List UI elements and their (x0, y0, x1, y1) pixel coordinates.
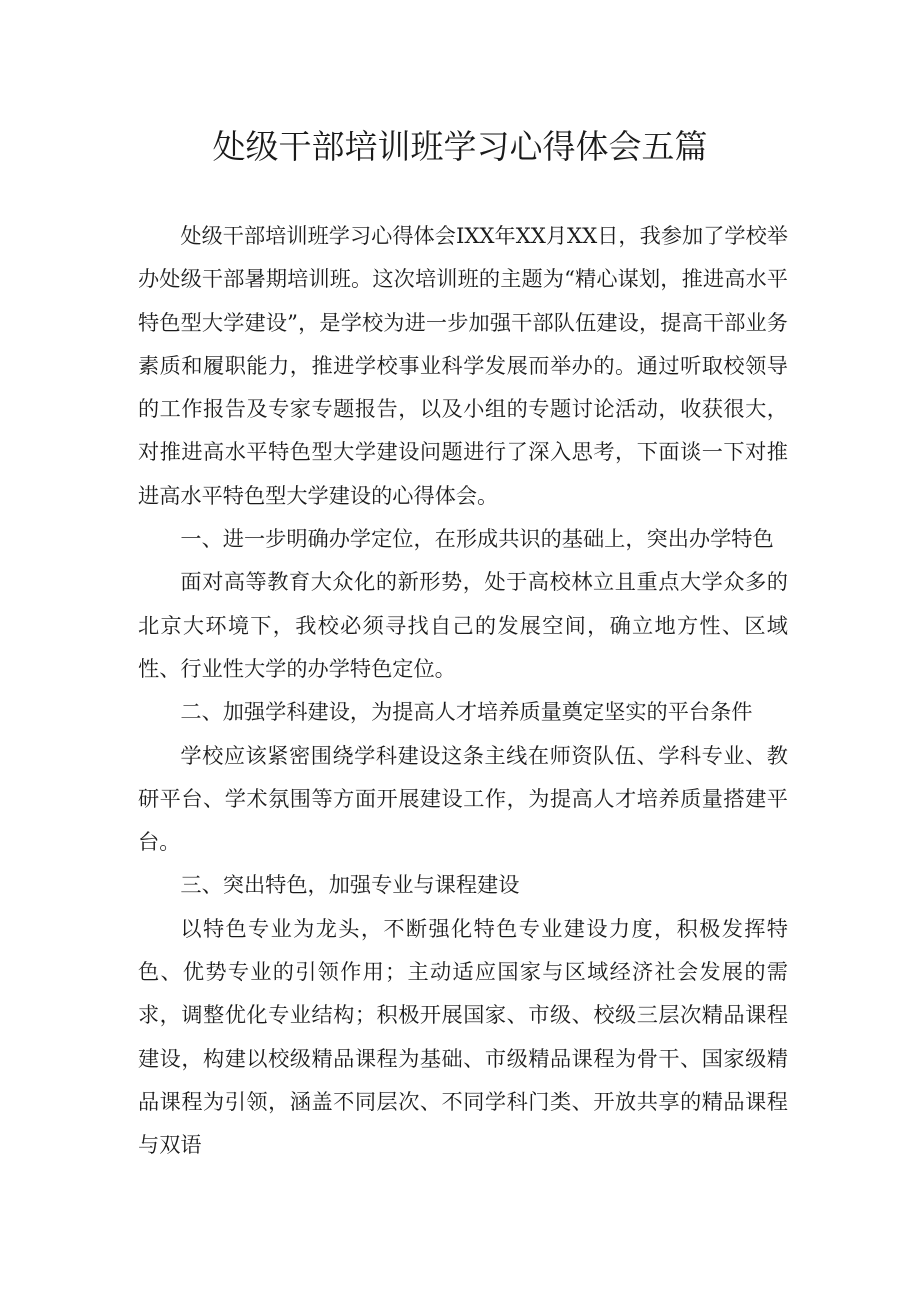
paragraph-section-1: 面对高等教育大众化的新形势，处于高校林立且重点大学众多的北京大环境下，我校必须寻找自己的发展空间，确立地方性、区域性、行业性大学的办学特色定位。 (138, 569, 788, 681)
paragraph-section-3: 以特色专业为龙头，不断强化特色专业建设力度，积极发挥特色、优势专业的引领作用；主动适应国家与区域经济社会发展的需求，调整优化专业结构；积极开展国家、市级、校级三层次精品课程建设，构建以校级精品课程为基础、市级精品课程为骨干、国家级精品课程为引领，涵盖不同层次、不同学科门类、开放共享的精品课程与双语 (138, 915, 788, 1158)
section-heading-1: 一、进一步明确办学定位，在形成共识的基础上，突出办学特色 (180, 526, 774, 552)
paragraph-section-2: 学校应该紧密围绕学科建设这条主线在师资队伍、学科专业、教研平台、学术氛围等方面开展建设工作，为提高人才培养质量搭建平台。 (138, 742, 788, 855)
document-title: 处级干部培训班学习心得体会五篇 (212, 127, 708, 166)
section-heading-2: 二、加强学科建设，为提高人才培养质量奠定坚实的平台条件 (180, 699, 753, 725)
paragraph-intro: 处级干部培训班学习心得体会IXX年XX月XX日，我参加了学校举办处级干部暑期培训班。这次培训班的主题为“精心谋划，推进高水平特色型大学建设”，是学校为进一步加强干部队伍建设，提高干部业务素质和履职能力，推进学校事业科学发展而举办的。通过听取校领导的工作报告及专家专题报告，以及小组的专题讨论活动，收获很大，对推进高水平特色型大学建设问题进行了深入思考，下面谈一下对推进高水平特色型大学建设的心得体会。 (138, 223, 788, 508)
section-heading-3: 三、突出特色，加强专业与课程建设 (180, 872, 520, 898)
document-body (138, 214, 788, 1167)
